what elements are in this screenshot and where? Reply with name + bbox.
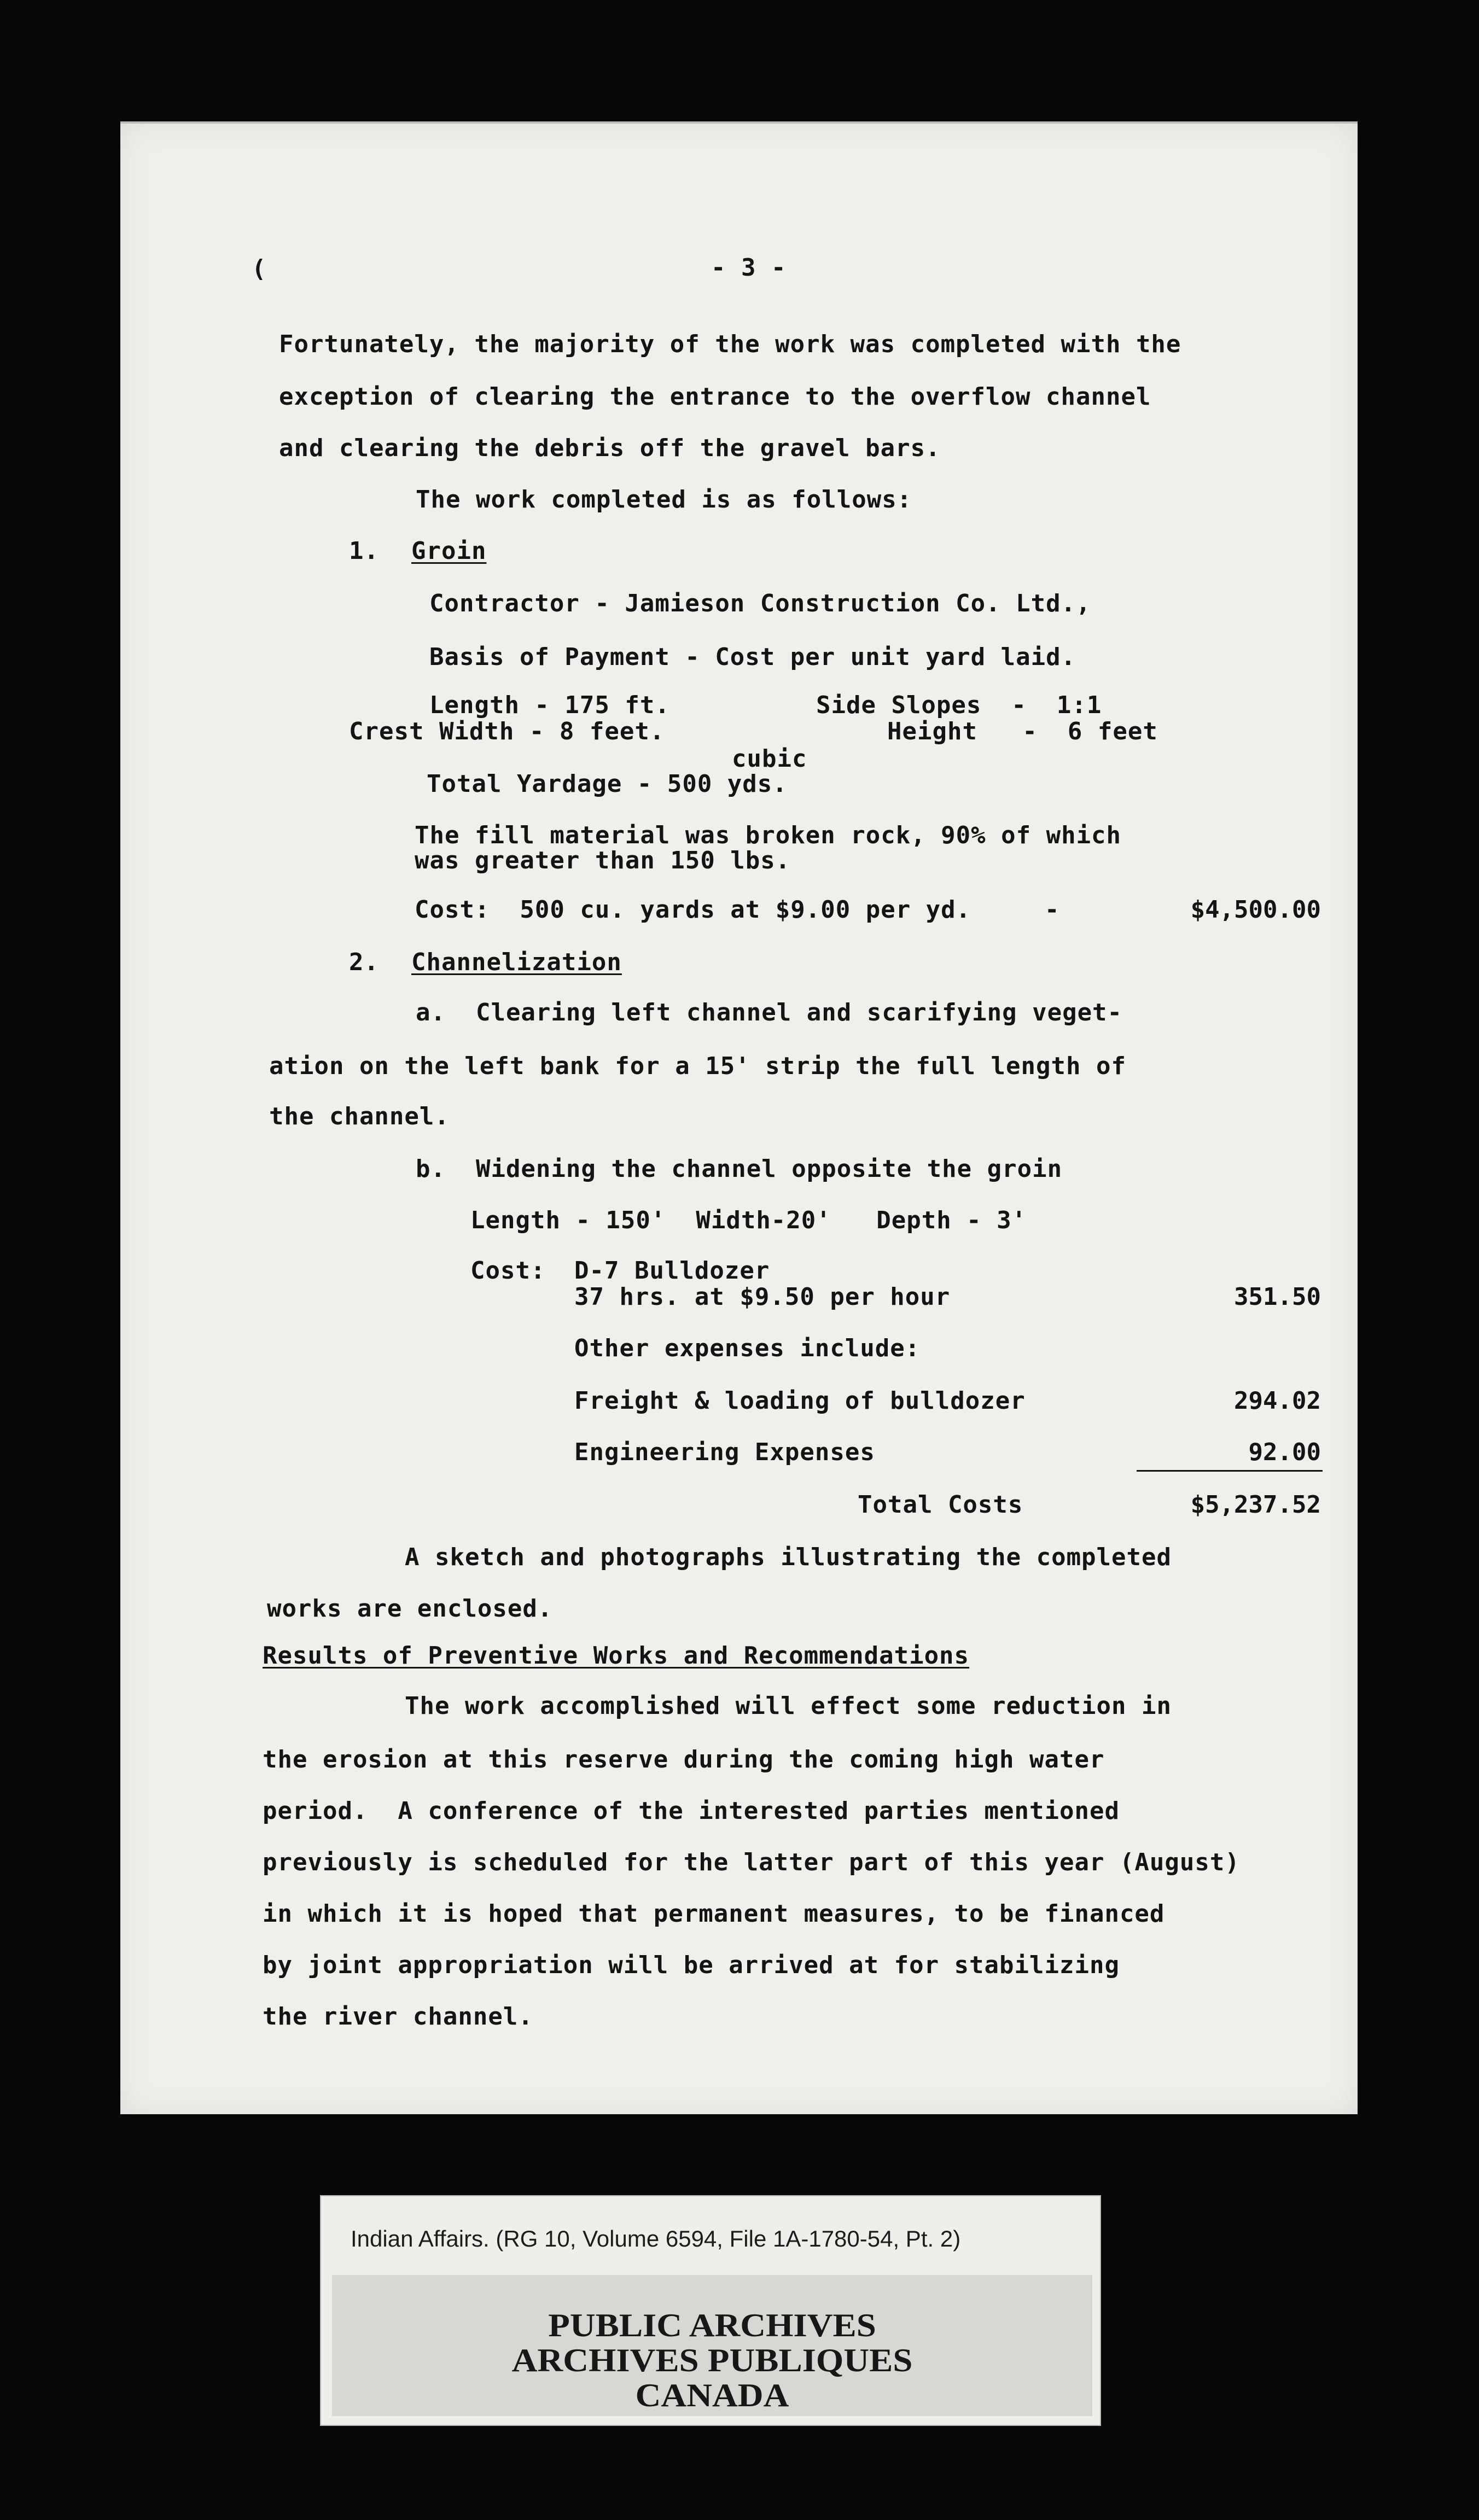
archive-label [320,2195,1101,2426]
sketch-line: works are enclosed. [267,1595,553,1623]
results-line: the erosion at this reserve during the coming high water [263,1746,1105,1774]
results-line: The work accomplished will effect some reduction in [405,1692,1172,1720]
hours-line: 37 hrs. at $9.50 per hour [574,1283,951,1311]
archive-stamp [332,2275,1092,2416]
groin-side-slopes: Side Slopes - 1:1 [816,691,1102,719]
groin-number: 1. [349,537,379,565]
engineering-line: Engineering Expenses [574,1438,875,1466]
sketch-line: A sketch and photographs illustrating the completed [405,1543,1172,1571]
results-line: by joint appropriation will be arrived at for stabilizing [263,1951,1120,1979]
subtotal-rule [1137,1470,1323,1472]
channelization-b-line: b. Widening the channel opposite the groin [416,1155,1063,1183]
total-costs-amount: $5,237.52 [1190,1491,1321,1519]
hours-amount: 351.50 [1234,1283,1321,1311]
other-expenses-line: Other expenses include: [574,1334,921,1362]
groin-fill-line: was greater than 150 lbs. [415,847,791,874]
stamp-line: CANADA [635,2377,789,2413]
groin-crest-width: Crest Width - 8 feet. [349,718,665,745]
channelization-a-line: a. Clearing left channel and scarifying veget- [416,999,1123,1026]
freight-line: Freight & loading of bulldozer [574,1387,1026,1415]
document-page [120,121,1358,2114]
groin-height: Height - 6 feet [887,718,1158,745]
page-corner-mark: ( [252,255,266,283]
results-line: previously is scheduled for the latter part of this year (August) [263,1848,1240,1876]
stamp-line: ARCHIVES PUBLIQUES [511,2342,913,2378]
channelization-a-line: the channel. [269,1102,450,1130]
channelization-dimensions: Length - 150' Width-20' Depth - 3' [470,1206,1027,1234]
channelization-heading: Channelization [411,948,622,976]
groin-cost-amount: $4,500.00 [1190,896,1321,924]
engineering-amount: 92.00 [1248,1438,1321,1466]
groin-heading: Groin [411,537,487,565]
channelization-a-line: ation on the left bank for a 15' strip the full length of [269,1052,1126,1080]
groin-basis: Basis of Payment - Cost per unit yard laid. [429,643,1076,671]
channelization-cost-label: Cost: [470,1257,546,1285]
groin-cost-dash: - [1045,896,1060,924]
groin-cost-text: Cost: 500 cu. yards at $9.00 per yd. [415,896,971,924]
results-heading: Results of Preventive Works and Recommendations [263,1642,970,1670]
intro-line: Fortunately, the majority of the work was completed with the [279,330,1181,358]
archive-citation: Indian Affairs. (RG 10, Volume 6594, File 1A-1780-54, Pt. 2) [351,2226,961,2251]
stamp-line: PUBLIC ARCHIVES [548,2307,876,2343]
work-intro: The work completed is as follows: [416,486,912,514]
page-number: - 3 - [711,254,787,282]
groin-contractor: Contractor - Jamieson Construction Co. Ltd., [429,590,1091,617]
results-line: period. A conference of the interested parties mentioned [263,1797,1120,1825]
total-costs-label: Total Costs [858,1491,1023,1519]
results-line: in which it is hoped that permanent measures, to be financed [263,1900,1165,1928]
groin-cubic: cubic [732,745,807,773]
results-line: the river channel. [263,2003,533,2031]
intro-line: exception of clearing the entrance to the overflow channel [279,383,1151,411]
bulldozer-line: D-7 Bulldozer [574,1257,770,1285]
groin-length: Length - 175 ft. [429,691,670,719]
channelization-number: 2. [349,948,379,976]
groin-total-yardage: Total Yardage - 500 yds. [427,770,788,798]
freight-amount: 294.02 [1234,1387,1321,1415]
intro-line: and clearing the debris off the gravel bars. [279,434,941,462]
groin-fill-line: The fill material was broken rock, 90% of which [415,821,1122,849]
